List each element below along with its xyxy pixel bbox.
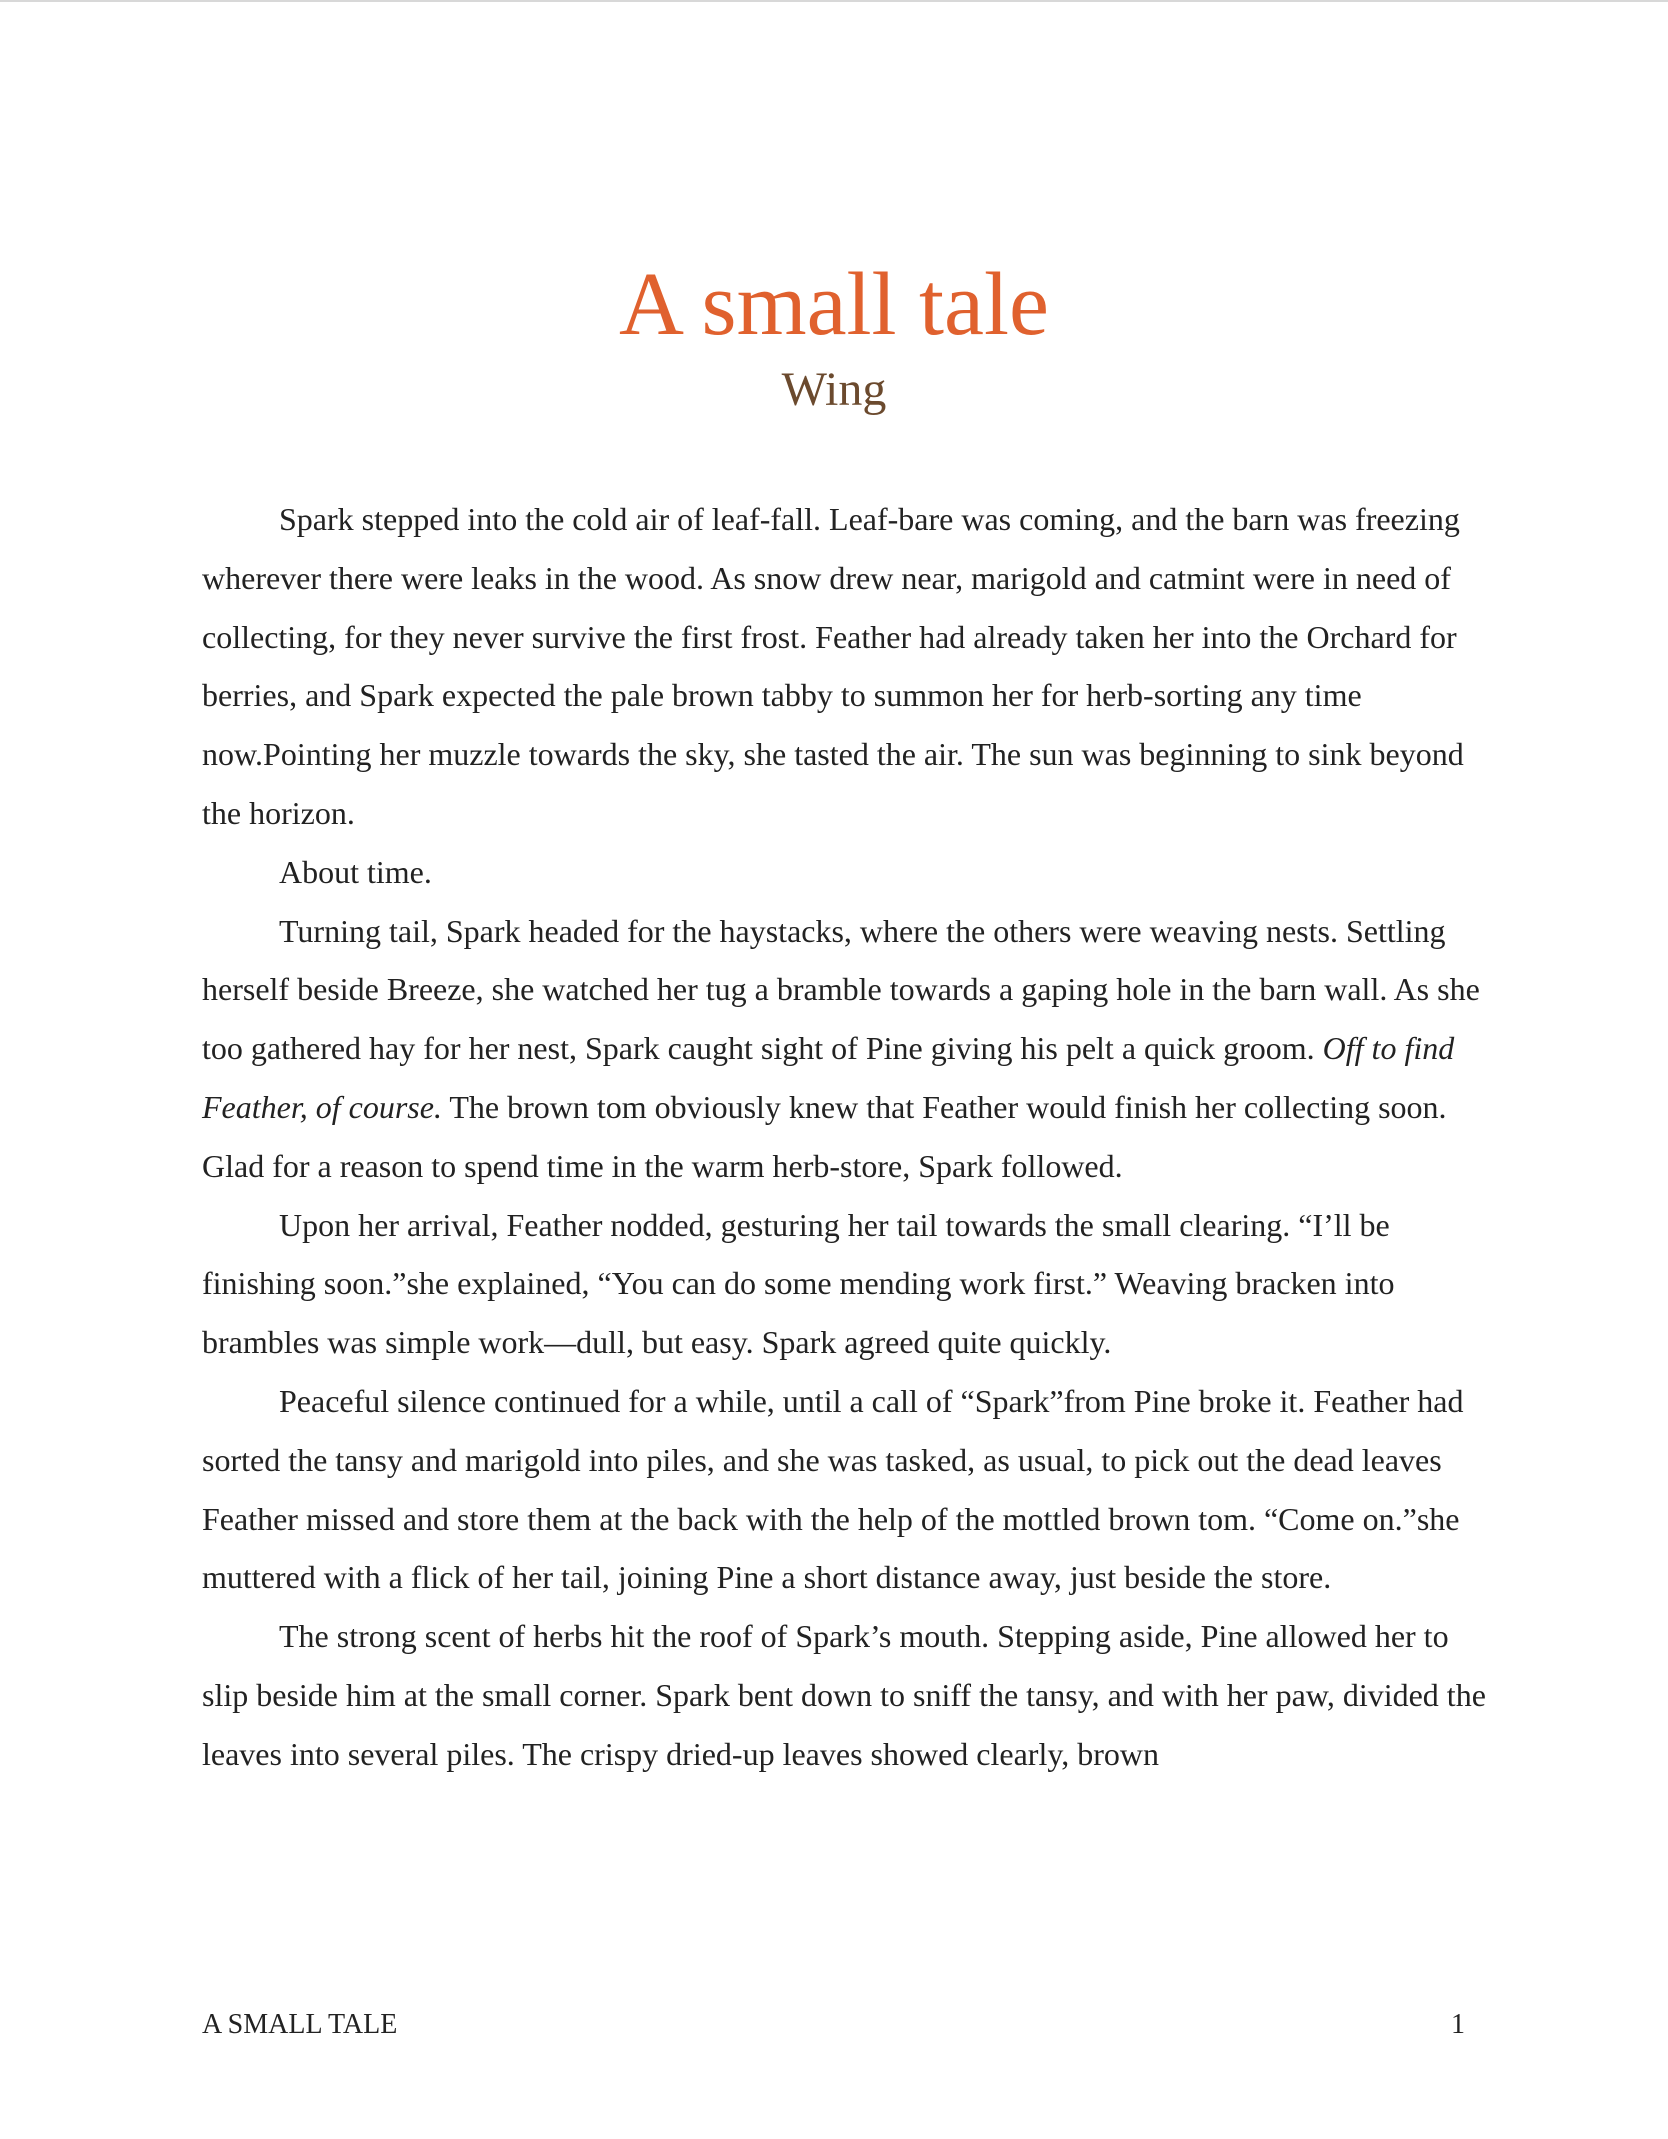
running-title: A SMALL TALE <box>202 2009 398 2040</box>
paragraph-text-after: The brown tom obviously knew that Feather would finish her collecting soon. Glad for a reason to spend time in the warm herb-store, Spark followed. <box>202 1088 1447 1184</box>
italic-thought: Off to find Feather, of course. <box>202 1030 1455 1125</box>
author-name: Wing <box>781 363 887 416</box>
paragraph: Upon her arrival, Feather nodded, gesturing her tail towards the small clearing. “I’ll be finishing soon.”she explained, “You can do some mending work first.” Weaving bracken into brambles was simple work—dull, but easy. Spark agreed quite quickly. <box>202 1206 1395 1361</box>
story-body <box>202 490 1492 1784</box>
story-title: A small tale <box>619 255 1049 354</box>
paragraph: The strong scent of herbs hit the roof of Spark’s mouth. Stepping aside, Pine allowed her to slip beside him at the small corner. Spark bent down to sniff the tansy, and with her paw, divided the leaves into several piles. The crispy dried-up leaves showed clearly, brown <box>202 1618 1486 1772</box>
top-border <box>0 0 1668 2</box>
paragraph: Spark stepped into the cold air of leaf-fall. Leaf-bare was coming, and the barn was freezing wherever there were leaks in the wood. As snow drew near, marigold and catmint were in need of collecting, for they never survive the first frost. Feather had already taken her into the Orchard for berries, and Spark expected the pale brown tabby to summon her for herb-sorting any time now.Pointing her muzzle towards the sky, she tasted the air. The sun was beginning to sink beyond the horizon. <box>202 501 1464 831</box>
paragraph <box>202 902 1492 1196</box>
paragraph: Peaceful silence continued for a while, until a call of “Spark”from Pine broke it. Feather had sorted the tansy and marigold into piles, and she was tasked, as usual, to pick out the dead leaves Feather missed and store them at the back with the help of the mottled brown tom. “Come on.”she muttered with a flick of her tail, joining Pine a short distance away, just beside the store. <box>202 1382 1464 1596</box>
page-number: 1 <box>1451 2009 1465 2040</box>
paragraph: About time. <box>279 853 432 890</box>
paragraph-text-before: Turning tail, Spark headed for the haystacks, where the others were weaving nests. Settling herself beside Breeze, she watched her tug a bramble towards a gaping hole in the barn wall. As she too gathered hay for her nest, Spark caught sight of Pine giving his pelt a quick groom. <box>202 912 1480 1067</box>
